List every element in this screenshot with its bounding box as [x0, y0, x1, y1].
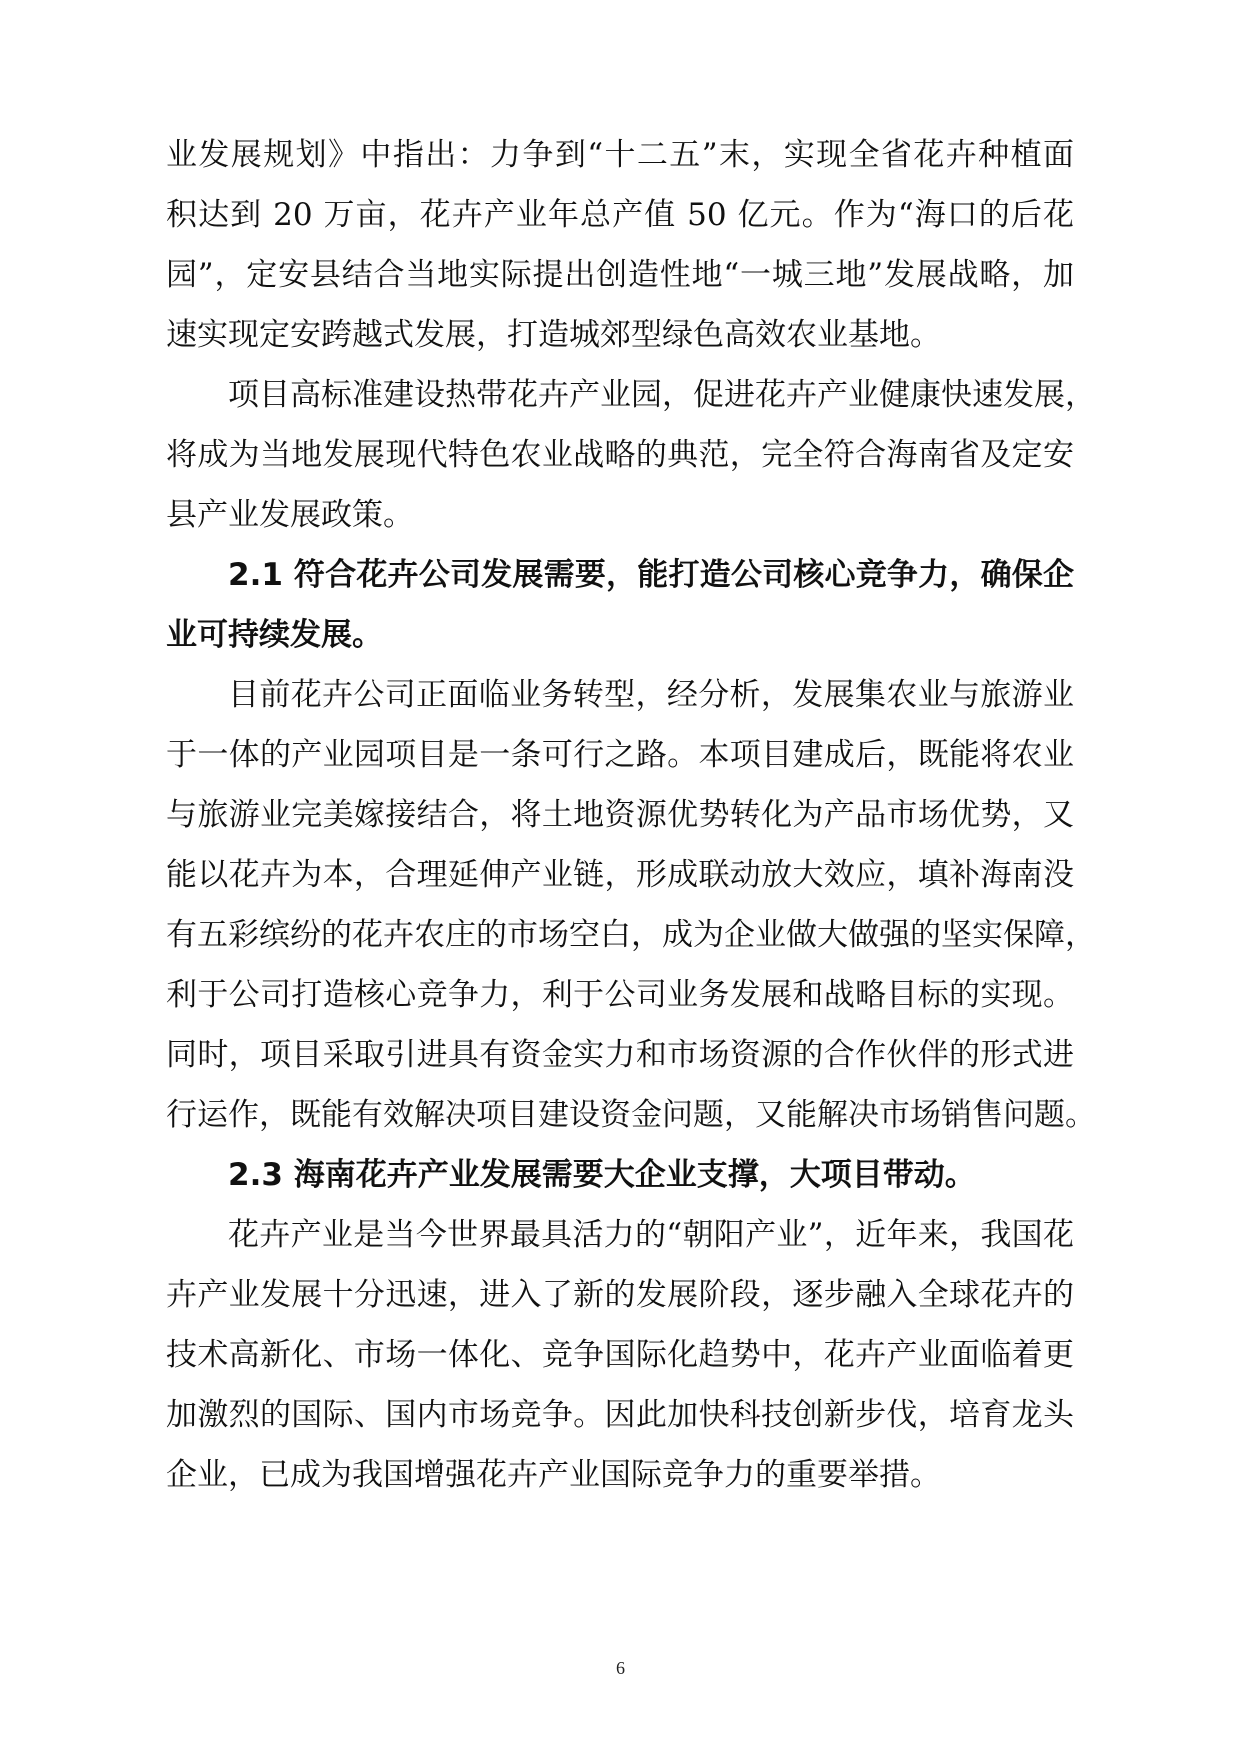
section-heading-2-1: 2.1 符合花卉公司发展需要，能打造公司核心竞争力，确保企	[228, 557, 1074, 593]
paragraph-line: 花卉产业是当今世界最具活力的“朝阳产业”，近年来，我国花	[228, 1217, 1074, 1253]
paragraph-line: 同时，项目采取引进具有资金实力和市场资源的合作伙伴的形式进	[166, 1037, 1074, 1073]
paragraph-line: 有五彩缤纷的花卉农庄的市场空白，成为企业做大做强的坚实保障，	[166, 917, 1096, 953]
paragraph-line: 行运作，既能有效解决项目建设资金问题，又能解决市场销售问题。	[166, 1097, 1096, 1133]
paragraph-line: 速实现定安跨越式发展，打造城郊型绿色高效农业基地。	[166, 317, 941, 353]
paragraph-line: 利于公司打造核心竞争力，利于公司业务发展和战略目标的实现。	[166, 977, 1074, 1013]
paragraph-line: 于一体的产业园项目是一条可行之路。本项目建成后，既能将农业	[166, 737, 1074, 773]
page-number: 6	[616, 1658, 625, 1678]
paragraph-line: 将成为当地发展现代特色农业战略的典范，完全符合海南省及定安	[166, 437, 1074, 473]
section-heading-2-3: 2.3 海南花卉产业发展需要大企业支撑，大项目带动。	[228, 1157, 976, 1193]
paragraph-line: 与旅游业完美嫁接结合，将土地资源优势转化为产品市场优势，又	[166, 797, 1074, 833]
paragraph-line: 县产业发展政策。	[166, 497, 414, 533]
paragraph-line: 能以花卉为本，合理延伸产业链，形成联动放大效应，填补海南没	[166, 857, 1074, 893]
section-heading-2-1-continued: 业可持续发展。	[166, 617, 383, 653]
paragraph-line: 卉产业发展十分迅速，进入了新的发展阶段，逐步融入全球花卉的	[166, 1277, 1074, 1313]
paragraph-line: 企业，已成为我国增强花卉产业国际竞争力的重要举措。	[166, 1457, 941, 1493]
paragraph-line: 加激烈的国际、国内市场竞争。因此加快科技创新步伐，培育龙头	[166, 1397, 1074, 1433]
paragraph-line: 目前花卉公司正面临业务转型，经分析，发展集农业与旅游业	[228, 677, 1074, 713]
paragraph-line: 园”，定安县结合当地实际提出创造性地“一城三地”发展战略，加	[166, 257, 1074, 293]
paragraph-line: 积达到 20 万亩，花卉产业年总产值 50 亿元。作为“海口的后花	[166, 197, 1074, 233]
paragraph-line: 项目高标准建设热带花卉产业园，促进花卉产业健康快速发展，	[228, 377, 1096, 413]
paragraph-line: 业发展规划》中指出：力争到“十二五”末，实现全省花卉种植面	[166, 137, 1074, 173]
paragraph-line: 技术高新化、市场一体化、竞争国际化趋势中，花卉产业面临着更	[166, 1337, 1074, 1373]
